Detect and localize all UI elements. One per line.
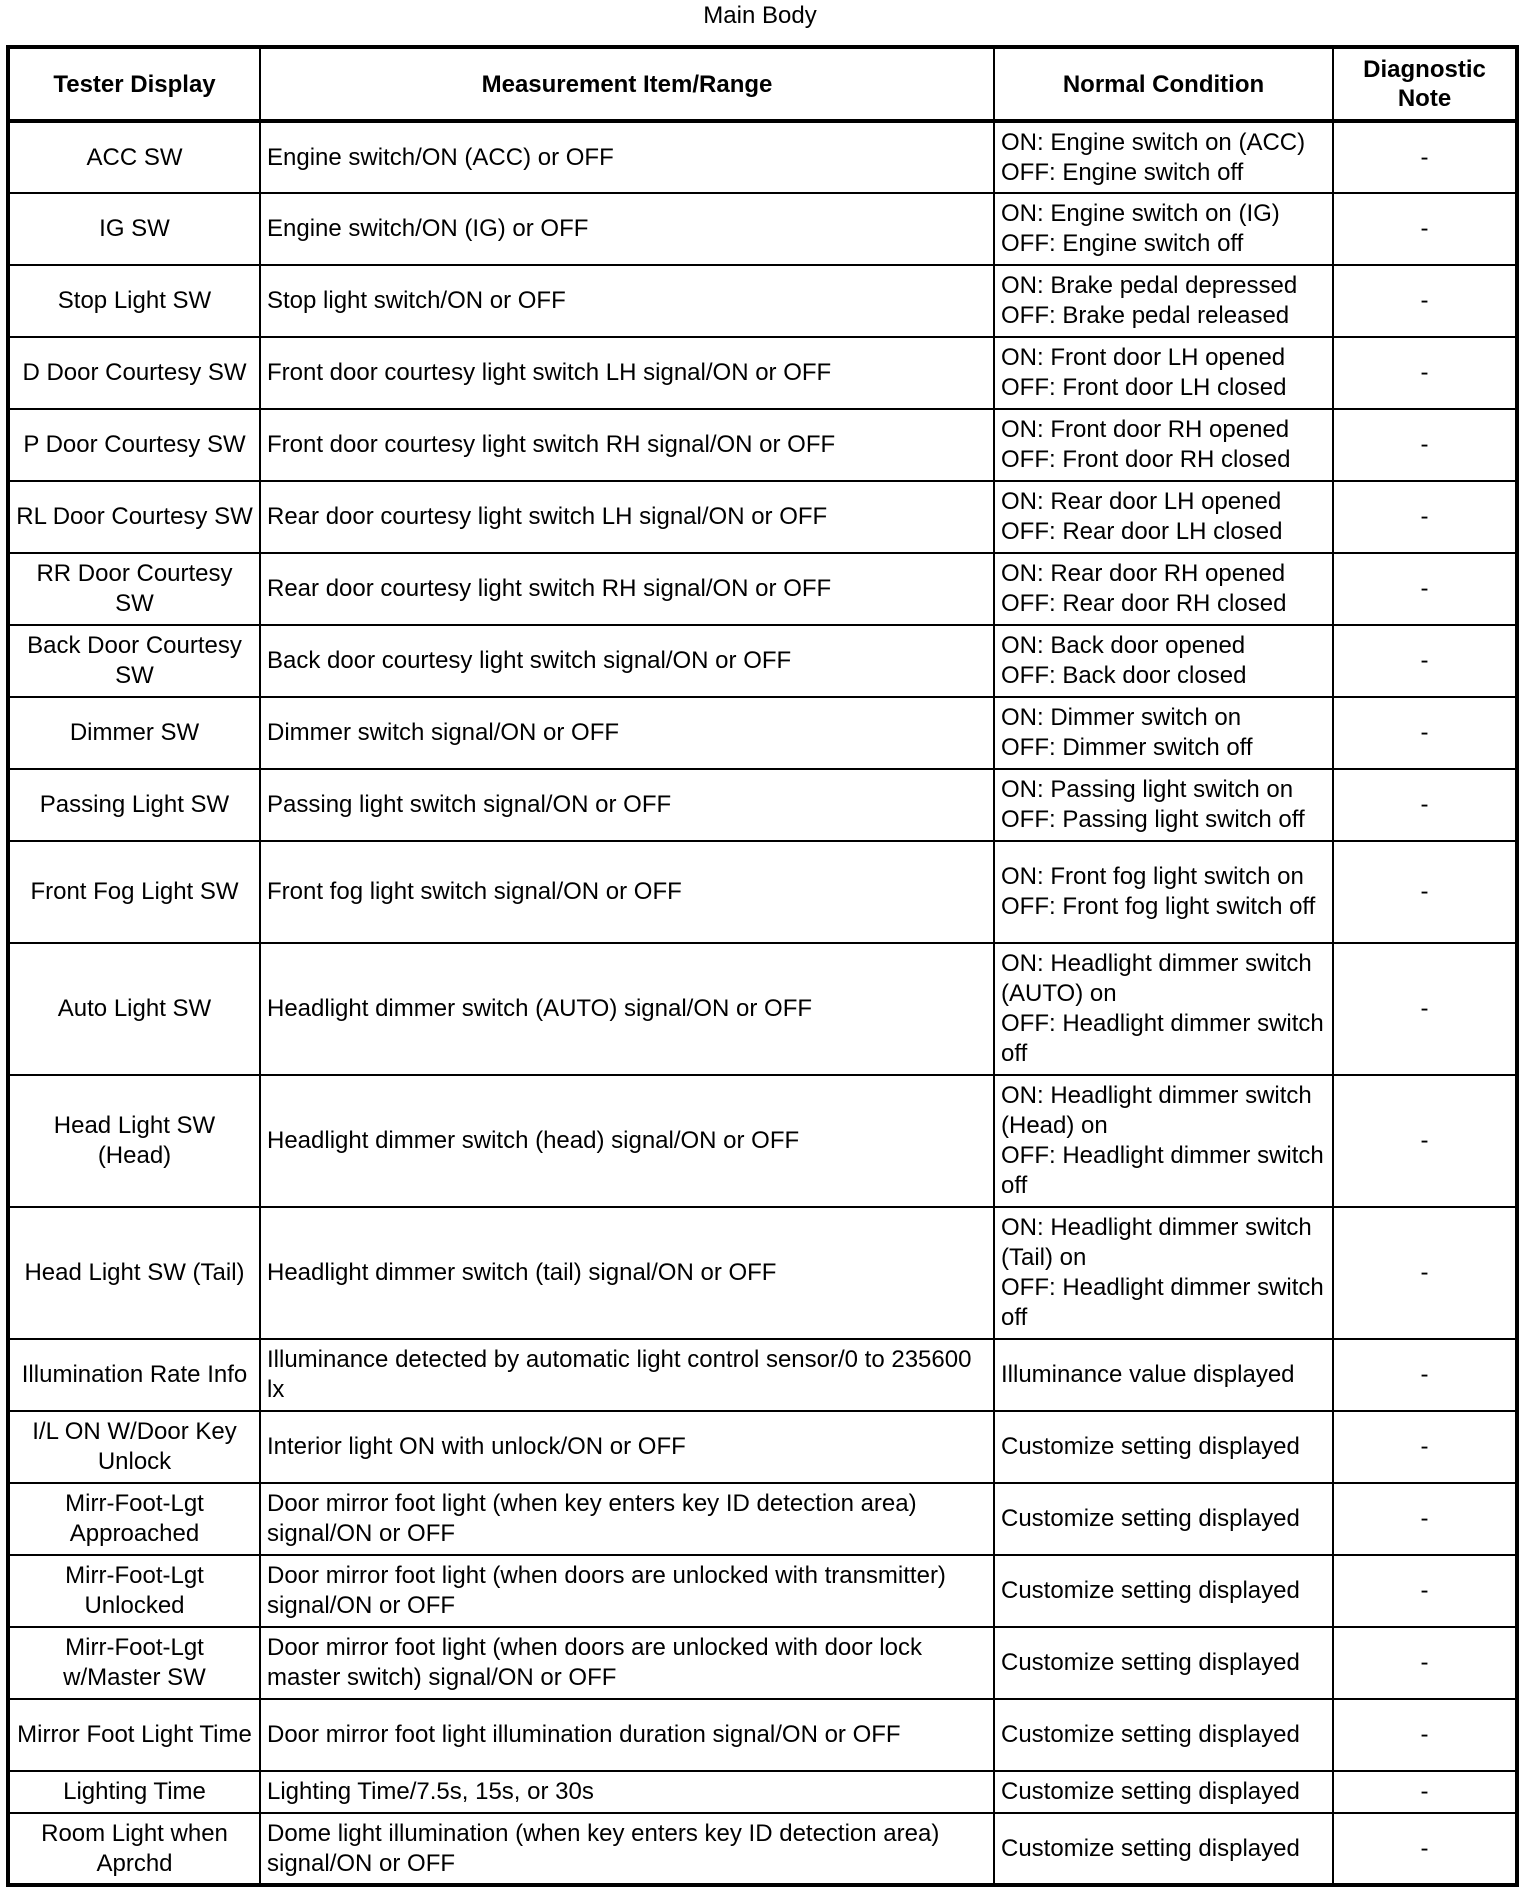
normal-condition-cell: ON: Back door opened OFF: Back door closed [994,625,1333,697]
normal-condition-cell: ON: Headlight dimmer switch (AUTO) on OFF: Headlight dimmer switch off [994,943,1333,1075]
diagnostic-note-cell: - [1333,943,1517,1075]
measurement-item-cell: Headlight dimmer switch (AUTO) signal/ON or OFF [260,943,994,1075]
table-row [8,265,1517,337]
normal-condition-cell: ON: Engine switch on (ACC) OFF: Engine switch off [994,121,1333,193]
table-row [8,769,1517,841]
tester-display-cell: Passing Light SW [8,769,260,841]
normal-condition-cell: ON: Engine switch on (IG) OFF: Engine switch off [994,193,1333,265]
normal-condition-cell: ON: Brake pedal depressed OFF: Brake pedal released [994,265,1333,337]
measurement-item-cell: Front door courtesy light switch RH signal/ON or OFF [260,409,994,481]
measurement-item-cell: Headlight dimmer switch (head) signal/ON or OFF [260,1075,994,1207]
normal-condition-cell: ON: Front fog light switch on OFF: Front fog light switch off [994,841,1333,943]
normal-condition-cell: ON: Headlight dimmer switch (Tail) on OFF: Headlight dimmer switch off [994,1207,1333,1339]
measurement-item-cell: Lighting Time/7.5s, 15s, or 30s [260,1771,994,1813]
normal-condition-cell: Customize setting displayed [994,1699,1333,1771]
measurement-item-cell: Stop light switch/ON or OFF [260,265,994,337]
tester-display-cell: Front Fog Light SW [8,841,260,943]
diagnostic-note-cell: - [1333,265,1517,337]
diagnostic-note-cell: - [1333,553,1517,625]
measurement-item-cell: Door mirror foot light (when doors are unlocked with transmitter) signal/ON or OFF [260,1555,994,1627]
diagnostic-note-cell: - [1333,1771,1517,1813]
measurement-item-cell: Interior light ON with unlock/ON or OFF [260,1411,994,1483]
measurement-item-cell: Back door courtesy light switch signal/ON or OFF [260,625,994,697]
table-row [8,1555,1517,1627]
header-measurement: Measurement Item/Range [260,47,994,121]
measurement-item-cell: Door mirror foot light (when doors are unlocked with door lock master switch) signal/ON or OFF [260,1627,994,1699]
diagnostic-note-cell: - [1333,1483,1517,1555]
diagnostic-note-cell: - [1333,409,1517,481]
tester-display-cell: RR Door Courtesy SW [8,553,260,625]
table-row [8,337,1517,409]
tester-display-cell: Room Light when Aprchd [8,1813,260,1885]
diagnostic-note-cell: - [1333,625,1517,697]
diagnostic-note-cell: - [1333,769,1517,841]
header-row [8,47,1517,121]
diagnostic-note-cell: - [1333,1555,1517,1627]
diagnostic-note-cell: - [1333,1207,1517,1339]
table-row [8,1771,1517,1813]
measurement-item-cell: Rear door courtesy light switch LH signal/ON or OFF [260,481,994,553]
tester-display-cell: Auto Light SW [8,943,260,1075]
measurement-item-cell: Headlight dimmer switch (tail) signal/ON or OFF [260,1207,994,1339]
diagnostic-note-cell: - [1333,697,1517,769]
measurement-item-cell: Door mirror foot light (when key enters key ID detection area) signal/ON or OFF [260,1483,994,1555]
diagnostic-note-cell: - [1333,841,1517,943]
measurement-item-cell: Rear door courtesy light switch RH signal/ON or OFF [260,553,994,625]
header-normal-condition: Normal Condition [994,47,1333,121]
tester-display-cell: Dimmer SW [8,697,260,769]
table-row [8,1075,1517,1207]
normal-condition-cell: Customize setting displayed [994,1813,1333,1885]
tester-display-cell: I/L ON W/Door Key Unlock [8,1411,260,1483]
measurement-item-cell: Engine switch/ON (IG) or OFF [260,193,994,265]
diagnostic-note-cell: - [1333,1075,1517,1207]
measurement-item-cell: Engine switch/ON (ACC) or OFF [260,121,994,193]
table-row [8,1411,1517,1483]
table-row [8,481,1517,553]
normal-condition-cell: Illuminance value displayed [994,1339,1333,1411]
table-row [8,1627,1517,1699]
diagnostic-note-cell: - [1333,1411,1517,1483]
table-row [8,1699,1517,1771]
tester-display-cell: Head Light SW (Head) [8,1075,260,1207]
diagnostic-note-cell: - [1333,1627,1517,1699]
diagnostic-note-cell: - [1333,337,1517,409]
table-row [8,1483,1517,1555]
tester-display-cell: Illumination Rate Info [8,1339,260,1411]
normal-condition-cell: Customize setting displayed [994,1483,1333,1555]
tester-display-cell: P Door Courtesy SW [8,409,260,481]
normal-condition-cell: Customize setting displayed [994,1411,1333,1483]
table-caption: Main Body [703,2,817,29]
measurement-item-cell: Door mirror foot light illumination duration signal/ON or OFF [260,1699,994,1771]
tester-display-cell: Mirr-Foot-Lgt w/Master SW [8,1627,260,1699]
data-list-table [6,45,1519,1887]
measurement-item-cell: Dimmer switch signal/ON or OFF [260,697,994,769]
normal-condition-cell: ON: Dimmer switch on OFF: Dimmer switch off [994,697,1333,769]
normal-condition-cell: Customize setting displayed [994,1627,1333,1699]
table-row [8,193,1517,265]
normal-condition-cell: Customize setting displayed [994,1771,1333,1813]
table-row [8,1813,1517,1885]
tester-display-cell: ACC SW [8,121,260,193]
table-row [8,409,1517,481]
table-row [8,697,1517,769]
normal-condition-cell: ON: Passing light switch on OFF: Passing light switch off [994,769,1333,841]
tester-display-cell: Mirr-Foot-Lgt Approached [8,1483,260,1555]
table-row [8,1207,1517,1339]
tester-display-cell: IG SW [8,193,260,265]
table-row [8,625,1517,697]
table-row [8,121,1517,193]
normal-condition-cell: ON: Rear door RH opened OFF: Rear door RH closed [994,553,1333,625]
table-row [8,553,1517,625]
diagnostic-note-cell: - [1333,1813,1517,1885]
table-row [8,943,1517,1075]
measurement-item-cell: Dome light illumination (when key enters key ID detection area) signal/ON or OFF [260,1813,994,1885]
header-diagnostic-note: Diagnostic Note [1333,47,1517,121]
tester-display-cell: Stop Light SW [8,265,260,337]
diagnostic-note-cell: - [1333,481,1517,553]
measurement-item-cell: Front door courtesy light switch LH signal/ON or OFF [260,337,994,409]
normal-condition-cell: Customize setting displayed [994,1555,1333,1627]
diagnostic-note-cell: - [1333,121,1517,193]
table-row [8,841,1517,943]
tester-display-cell: Mirror Foot Light Time [8,1699,260,1771]
tester-display-cell: Mirr-Foot-Lgt Unlocked [8,1555,260,1627]
normal-condition-cell: ON: Rear door LH opened OFF: Rear door LH closed [994,481,1333,553]
table-body [8,121,1517,1885]
measurement-item-cell: Illuminance detected by automatic light control sensor/0 to 235600 lx [260,1339,994,1411]
tester-display-cell: Back Door Courtesy SW [8,625,260,697]
tester-display-cell: Head Light SW (Tail) [8,1207,260,1339]
measurement-item-cell: Passing light switch signal/ON or OFF [260,769,994,841]
tester-display-cell: Lighting Time [8,1771,260,1813]
table-row [8,1339,1517,1411]
diagnostic-note-cell: - [1333,1699,1517,1771]
diagnostic-note-cell: - [1333,193,1517,265]
normal-condition-cell: ON: Front door LH opened OFF: Front door LH closed [994,337,1333,409]
normal-condition-cell: ON: Front door RH opened OFF: Front door RH closed [994,409,1333,481]
diagnostic-note-cell: - [1333,1339,1517,1411]
tester-display-cell: D Door Courtesy SW [8,337,260,409]
header-tester-display: Tester Display [8,47,260,121]
normal-condition-cell: ON: Headlight dimmer switch (Head) on OFF: Headlight dimmer switch off [994,1075,1333,1207]
tester-display-cell: RL Door Courtesy SW [8,481,260,553]
measurement-item-cell: Front fog light switch signal/ON or OFF [260,841,994,943]
